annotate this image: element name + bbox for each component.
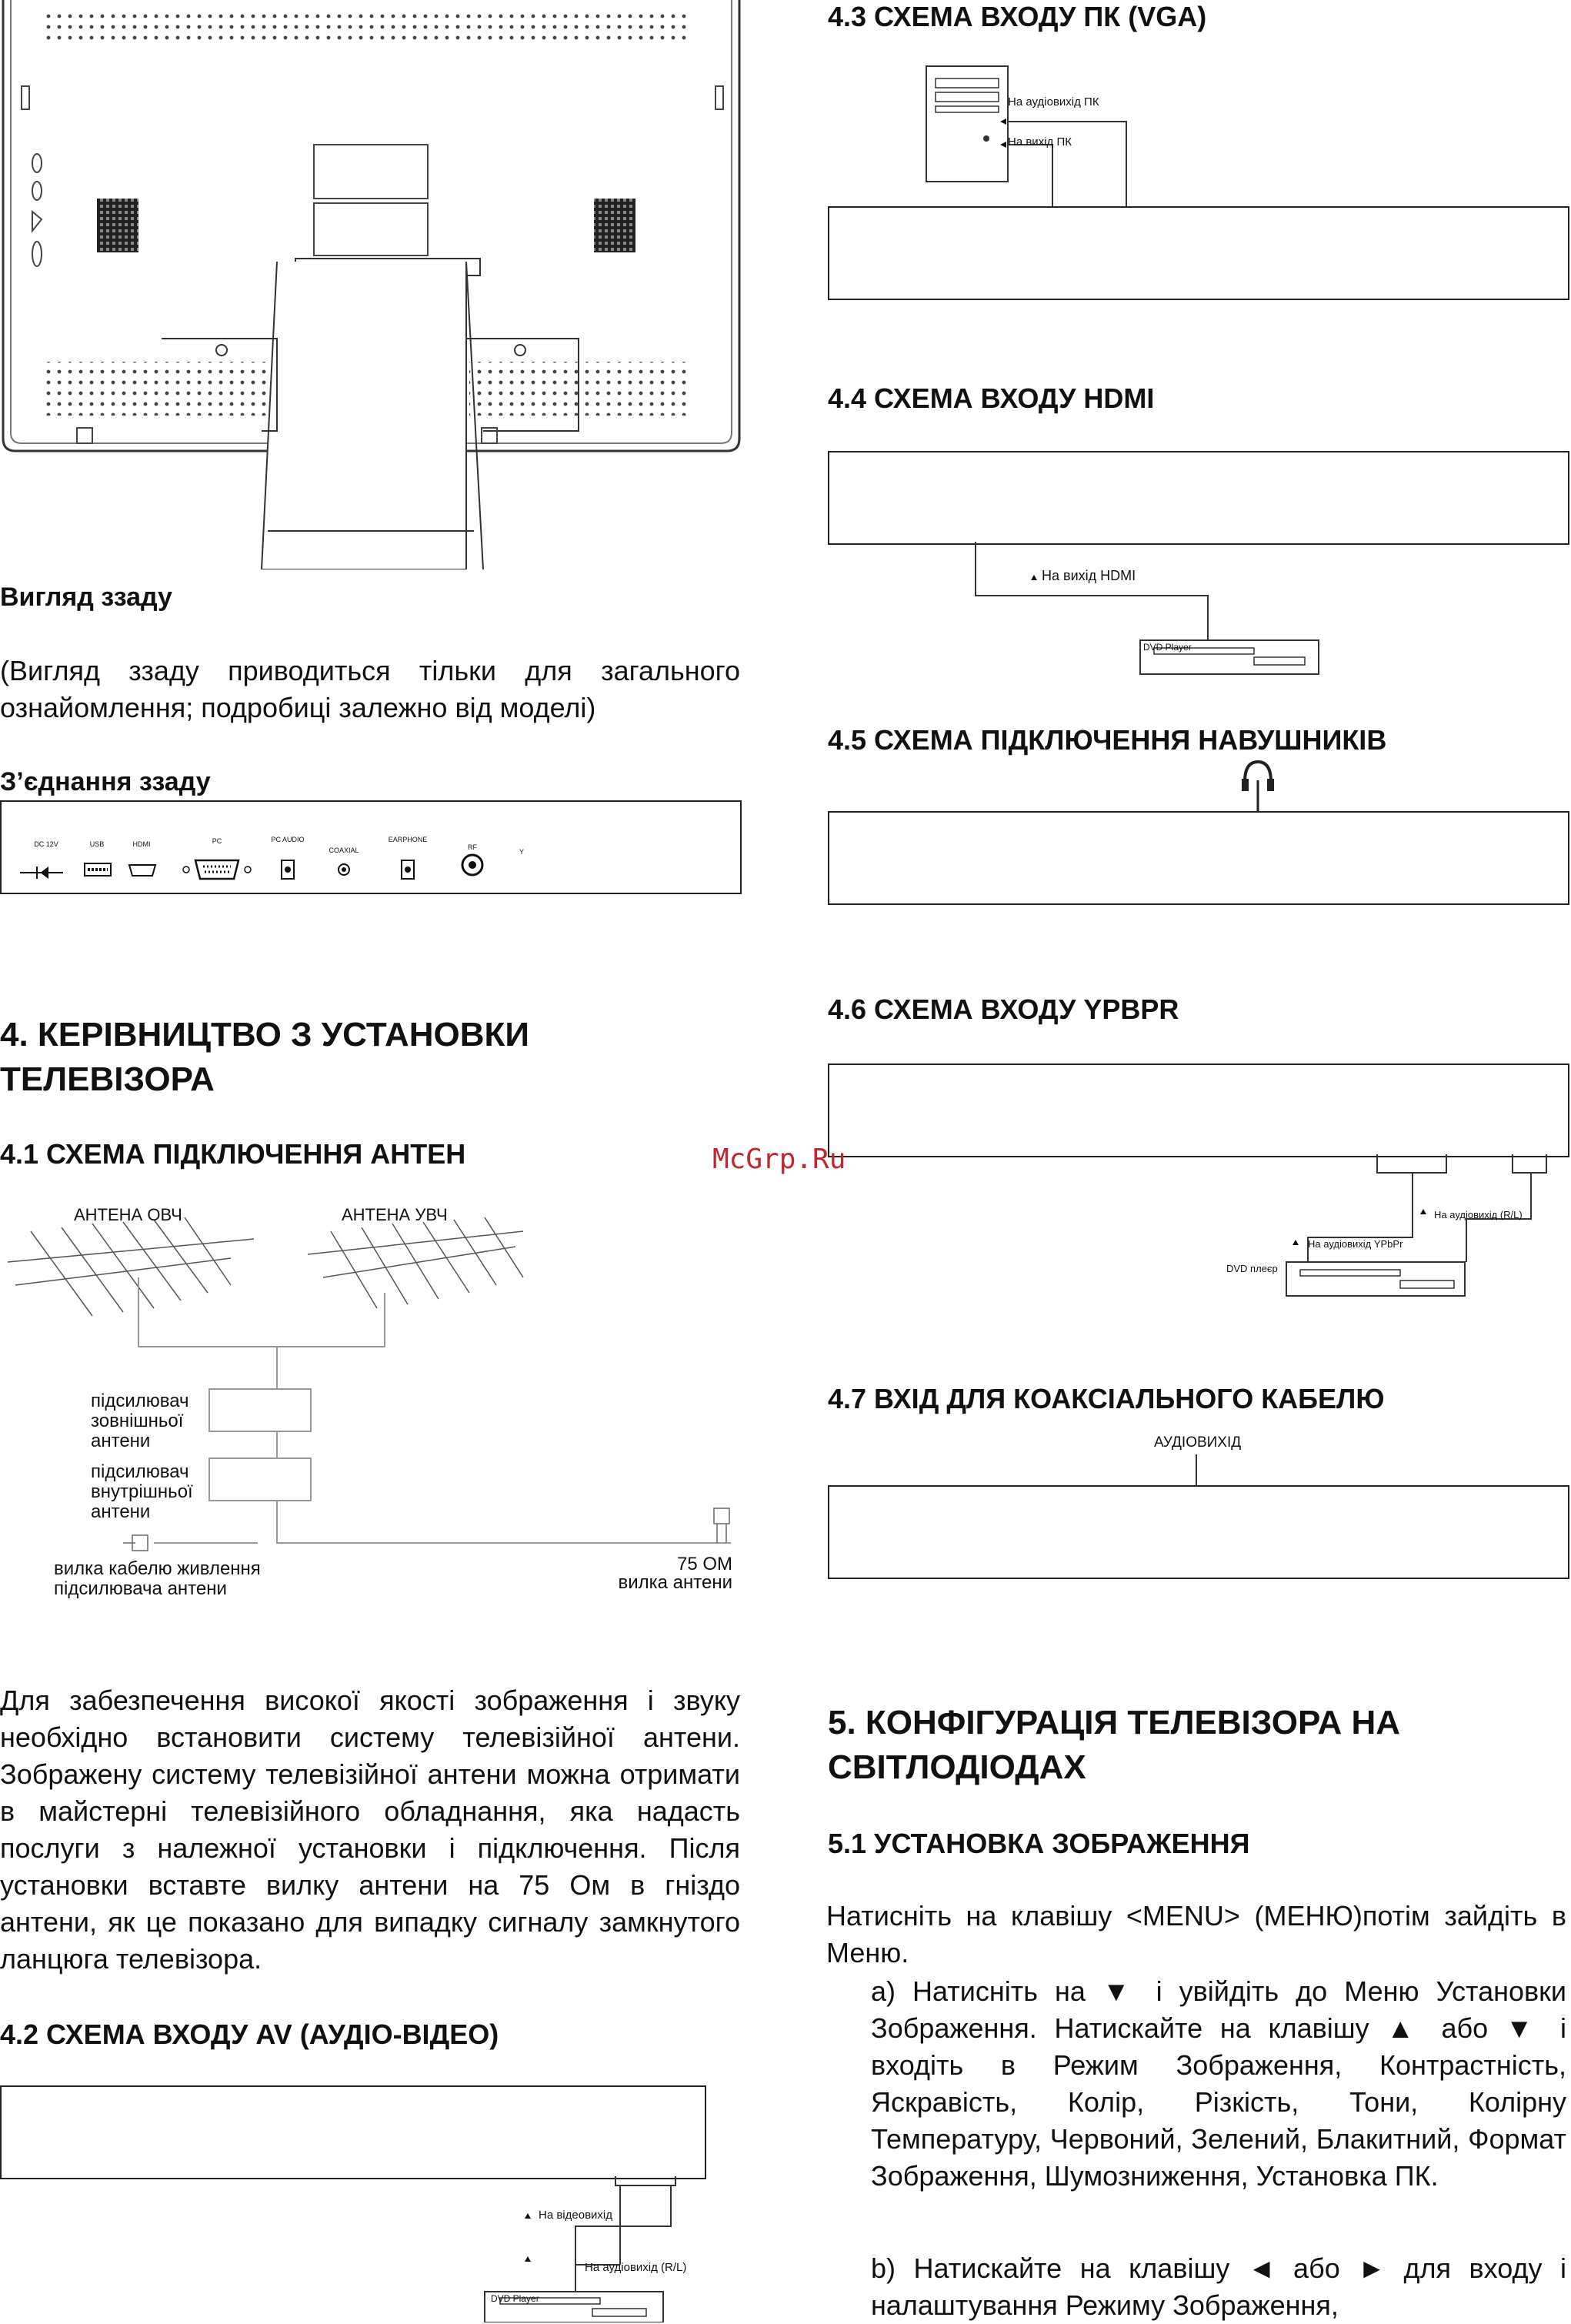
section-4-4-title: 4.4 СХЕМА ВХОДУ HDMI bbox=[828, 382, 1155, 414]
section-4-title: 4. КЕРІВНИЦТВО З УСТАНОВКИ ТЕЛЕВІЗОРА bbox=[0, 1016, 529, 1098]
port-label-pc: PC bbox=[212, 837, 222, 845]
coax-wire bbox=[1192, 1454, 1200, 1487]
pc-out-label: На вихід ПК bbox=[1008, 135, 1072, 149]
hdmi-wiring bbox=[969, 542, 1323, 680]
amp-inner-label: підсилювач внутрішньої антени bbox=[91, 1461, 193, 1522]
pc-audio-out-label: На аудіовихід ПК bbox=[1008, 95, 1099, 109]
rear-view-title: Вигляд ззаду bbox=[0, 583, 172, 612]
section-4-7-title: 4.7 ВХІД ДЛЯ КОАКСІАЛЬНОГО КАБЕЛЮ bbox=[828, 1383, 1385, 1414]
earphone-panel bbox=[828, 811, 1569, 905]
port-label-dc: DC 12V bbox=[34, 840, 58, 848]
hdmi-out-label: На вихід HDMI bbox=[1042, 568, 1136, 583]
section-5-1-title: 5.1 УСТАНОВКА ЗОБРАЖЕННЯ bbox=[828, 1828, 1250, 1859]
av-player-label: DVD Player bbox=[491, 2293, 539, 2304]
rear-connections-title: З’єднання ззаду bbox=[0, 767, 211, 796]
s51-item-a: a) Натисніть на ▼ і увійдіть до Меню Установки Зображення. Натискайте на клавішу ▲ або ▼ і входіть в Режим Зображення, Контрастність, Яскравість, Колір, Різкість, Тони, Колірну Температуру, Червоний, Зелений, Блакитний, Формат Зображення, Шумозниження, Установка ПК. bbox=[871, 1975, 1566, 2192]
ypbpr-audio-label: На аудіовихід (R/L) bbox=[1434, 1209, 1523, 1220]
ypbpr-label: На аудіовихід YPbPr bbox=[1308, 1238, 1403, 1250]
av-video-out-label: На відеовихід bbox=[539, 2209, 613, 2222]
port-label-y: Y bbox=[519, 848, 525, 856]
vga-input-panel bbox=[828, 206, 1569, 300]
headphone-icon bbox=[1239, 759, 1277, 813]
hdmi-player-label: DVD Player bbox=[1143, 642, 1192, 653]
port-label-usb: USB bbox=[89, 840, 105, 848]
coax-audio-out-label: АУДІОВИХІД bbox=[1154, 1434, 1242, 1451]
s51-item-b: b) Натискайте на клавішу ◄ або ► для входу і налаштування Режиму Зображення, bbox=[871, 2252, 1566, 2321]
ypbpr-input-panel bbox=[828, 1063, 1569, 1157]
section-4-6-title: 4.6 СХЕМА ВХОДУ YPBPR bbox=[828, 993, 1179, 1025]
amp-outer-label: підсилювач зовнішньої антени bbox=[91, 1391, 189, 1451]
antenna-uhf-label: АНТЕНА УВЧ bbox=[342, 1205, 448, 1224]
rear-view-note: (Вигляд ззаду приводиться тільки для загального ознайомлення; подробиці залежно від моделі) bbox=[0, 655, 740, 723]
ohm-label: 75 ОМ bbox=[676, 1554, 732, 1574]
section-4-2-title: 4.2 СХЕМА ВХОДУ AV (АУДІО-ВІДЕО) bbox=[0, 2018, 499, 2050]
ypbpr-player-label: DVD плеєр bbox=[1226, 1263, 1278, 1274]
section-5-title: 5. КОНФІГУРАЦІЯ ТЕЛЕВІЗОРА НА СВІТЛОДІОДАХ bbox=[828, 1704, 1401, 1786]
section-4-3-title: 4.3 СХЕМА ВХОДУ ПК (VGA) bbox=[828, 1, 1207, 32]
watermark: McGrp.Ru bbox=[712, 1144, 846, 1175]
ypbpr-wiring bbox=[1277, 1154, 1569, 1308]
pc-wiring bbox=[920, 62, 1166, 208]
av-input-panel bbox=[0, 2085, 706, 2179]
tv-rear-view-drawing bbox=[0, 0, 742, 569]
port-label-earphone: EARPHONE bbox=[388, 836, 428, 843]
coax-input-panel bbox=[828, 1485, 1569, 1579]
s51-intro: Натисніть на клавішу <MENU> (МЕНЮ)потім зайдіть в Меню. bbox=[826, 1900, 1566, 1968]
antenna-paragraph: Для забезпечення високої якості зображення і звуку необхідно встановити систему телевізійної антени. Зображену систему телевізійної антени можна отримати в майстерні телевізійного обладнання, яка надасть послуги з належної установки і підключення. Після установки вставте вилку антени на 75 Ом в гніздо антени, як це показано для випадку сигналу замкнутого ланцюга телевізора. bbox=[0, 1685, 740, 1975]
av-audio-out-label: На аудіовихід (R/L) bbox=[585, 2261, 687, 2274]
port-label-coax: COAXIAL bbox=[329, 846, 359, 854]
hdmi-input-panel bbox=[828, 451, 1569, 545]
rear-connection-panel bbox=[0, 800, 742, 894]
port-label-pcaudio: PC AUDIO bbox=[271, 836, 305, 843]
section-4-5-title: 4.5 СХЕМА ПІДКЛЮЧЕННЯ НАВУШНИКІВ bbox=[828, 724, 1387, 756]
antenna-vhf-label: АНТЕНА ОВЧ bbox=[74, 1205, 182, 1224]
port-label-rf: RF bbox=[468, 843, 477, 851]
section-4-1-title: 4.1 СХЕМА ПІДКЛЮЧЕННЯ АНТЕН bbox=[0, 1138, 466, 1170]
port-label-hdmi: HDMI bbox=[132, 840, 151, 848]
antenna-plug-label: вилка антени bbox=[618, 1572, 732, 1593]
power-plug-label: вилка кабелю живлення підсилювача антени bbox=[54, 1558, 261, 1599]
